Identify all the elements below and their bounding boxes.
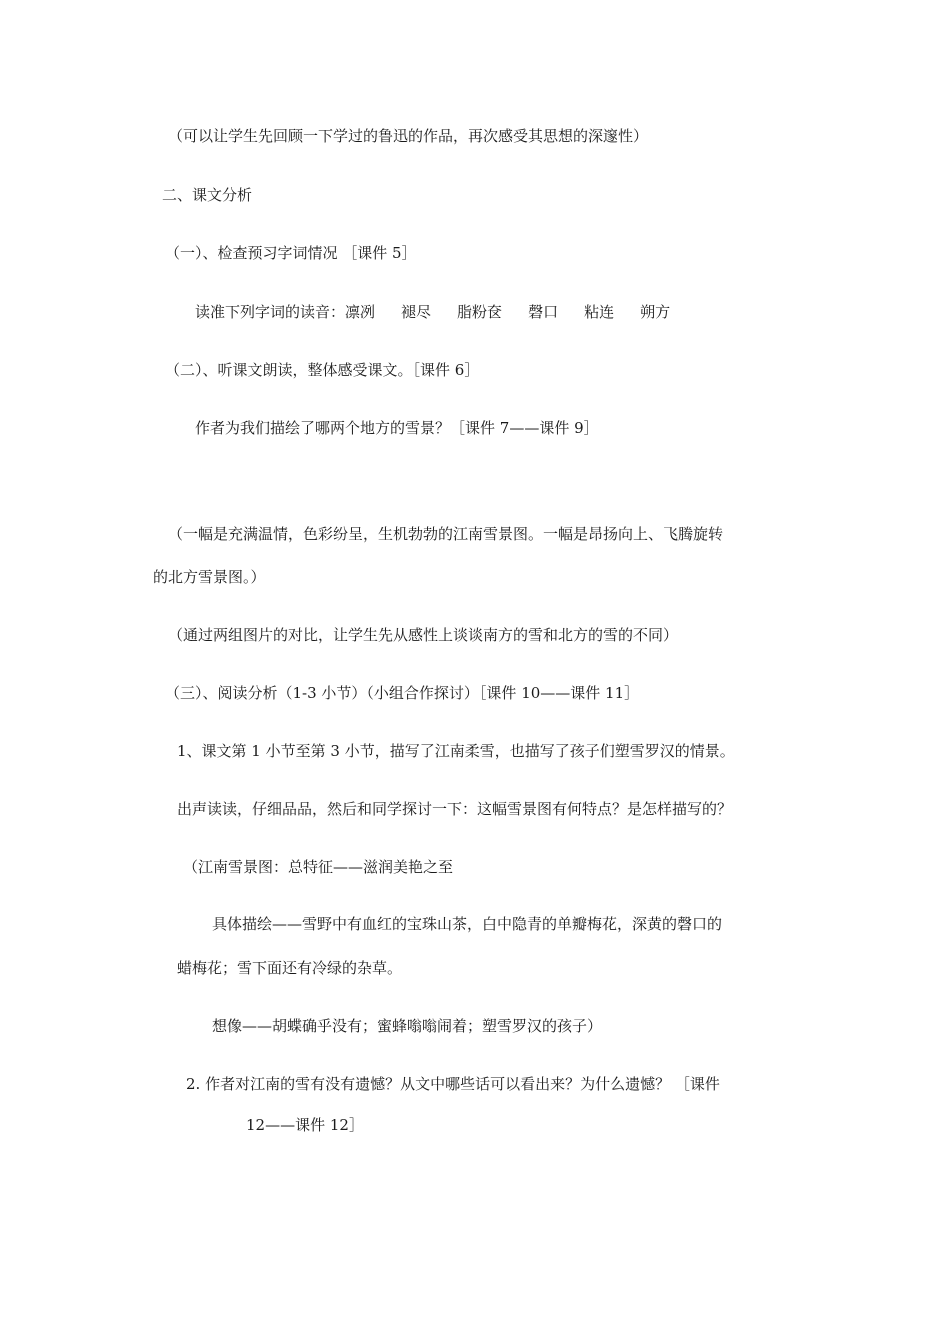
pronunciation-row (195, 302, 670, 322)
item1-line1: 1、课文第 1 小节至第 3 小节，描写了江南柔雪，也描写了孩子们塑雪罗汉的情景。 (177, 742, 735, 760)
vocab-word: 粘连 (584, 303, 615, 321)
pronunciation-prompt: 读准下列字词的读音： (195, 303, 346, 321)
vocab-word: 磬口 (528, 303, 559, 321)
vocab-word: 褪尽 (401, 303, 432, 321)
section-heading-lesson-analysis: 二、课文分析 (162, 186, 253, 204)
vocabulary-list (345, 303, 670, 321)
subsection-heading-reading: （三）、阅读分析（1-3 小节）（小组合作探讨）［课件 10——课件 11］ (165, 684, 640, 702)
item1-answer-overall: （江南雪景图：总特征——滋润美艳之至 (183, 858, 454, 876)
vocab-word: 朔方 (640, 303, 671, 321)
vocab-word: 脂粉奁 (457, 303, 503, 321)
note-intro: （可以让学生先回顾一下学过的鲁迅的作品，再次感受其思想的深邃性） (168, 127, 649, 145)
subsection-heading-listening: （二）、听课文朗读，整体感受课文。［课件 6］ (165, 361, 480, 379)
item1-answer-imagination: 想像——胡蝶确乎没有；蜜蜂嗡嗡闹着；塑雪罗汉的孩子） (212, 1017, 603, 1035)
item1-answer-detail-line2: 蜡梅花；雪下面还有冷绿的杂草。 (177, 959, 403, 977)
item1-line2: 出声读读，仔细品品，然后和同学探讨一下：这幅雪景图有何特点？是怎样描写的？ (177, 800, 733, 818)
subsection-heading-preview-check: （一）、检查预习字词情况 ［课件 5］ (165, 244, 417, 262)
teaching-note-comparison: （通过两组图片的对比，让学生先从感性上谈谈南方的雪和北方的雪的不同） (168, 626, 679, 644)
item2-line1: 2. 作者对江南的雪有没有遗憾？从文中哪些话可以看出来？为什么遗憾？ ［课件 (186, 1075, 720, 1093)
item2-line2: 12——课件 12］ (246, 1116, 364, 1134)
item1-answer-detail-line1: 具体描绘——雪野中有血红的宝珠山茶，白中隐青的单瓣梅花，深黄的磬口的 (212, 915, 723, 933)
answer-two-scenes-line1: （一幅是充满温情，色彩纷呈，生机勃勃的江南雪景图。一幅是昂扬向上、飞腾旋转 (168, 525, 724, 543)
vocab-word: 凛冽 (345, 303, 376, 321)
answer-two-scenes-line2: 的北方雪景图。） (153, 568, 266, 586)
question-two-places: 作者为我们描绘了哪两个地方的雪景？［课件 7——课件 9］ (195, 419, 599, 437)
